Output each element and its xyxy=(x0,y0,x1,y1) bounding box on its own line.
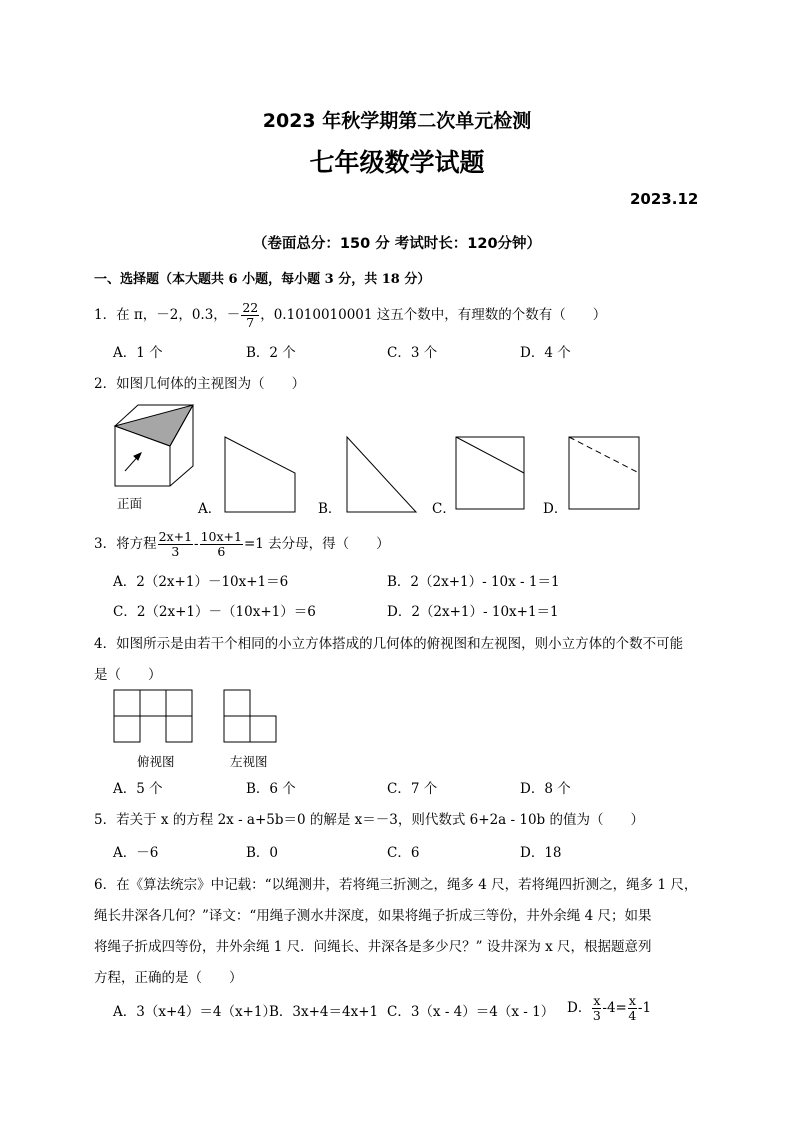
q5-option-d: D．18 xyxy=(520,845,562,861)
q1-text-pre: 1．在 π，－2，0.3，－ xyxy=(94,306,241,323)
q6-option-d-post: -1 xyxy=(637,999,652,1016)
q6-option-b: B．3x+4＝4x+1 xyxy=(269,1004,379,1020)
question-3 xyxy=(94,530,390,559)
q5-option-b: B．0 xyxy=(246,845,279,861)
q2-option-b: B． xyxy=(318,501,342,517)
q4-left-view-figure xyxy=(224,690,276,742)
q3-option-c: C．2（2x+1）－（10x+1）＝6 xyxy=(113,604,316,620)
q3-minus: - xyxy=(194,535,199,552)
q6-option-d-prefix: D． xyxy=(567,999,592,1016)
q6-option-c: C．3（x - 4）＝4（x - 1） xyxy=(387,1004,555,1020)
q3-option-a: A．2（2x+1）－10x+1＝6 xyxy=(113,574,289,590)
q6-d-frac2-numerator: x xyxy=(628,993,636,1008)
q2-option-d: D． xyxy=(543,501,568,517)
section-title: 一、选择题（本大题共 6 小题，每小题 3 分，共 18 分） xyxy=(94,272,431,287)
q2-option-d-figure xyxy=(569,437,639,509)
q3-option-b: B．2（2x+1）- 10x - 1＝1 xyxy=(387,574,560,590)
q5-option-a: A．－6 xyxy=(113,845,159,861)
q3-fraction-1 xyxy=(158,530,193,559)
question-6-line-4: 方程，正确的是（ ） xyxy=(94,970,243,986)
question-2: 2．如图几何体的主视图为（ ） xyxy=(94,376,306,392)
q1-option-c: C．3 个 xyxy=(387,345,438,361)
q6-option-d-fraction-1 xyxy=(592,994,601,1023)
q6-d-frac1-numerator: x xyxy=(593,993,601,1008)
q2-option-b-figure xyxy=(347,437,416,512)
q3-text-post: =1 去分母，得（ ） xyxy=(243,535,390,552)
q4-top-view-label: 俯视图 xyxy=(137,754,175,769)
question-6-line-1: 6．在《算法统宗》中记载：“以绳测井，若将绳三折测之，绳多 4 尺，若将绳四折测之，绳多 1 尺， xyxy=(94,877,698,893)
q4-option-d: D．8 个 xyxy=(520,781,571,797)
q3-frac1-numerator: 2x+1 xyxy=(158,529,193,544)
q4-top-view-figure xyxy=(114,690,192,742)
q4-option-c: C．7 个 xyxy=(387,781,438,797)
q6-d-frac1-denominator: 3 xyxy=(592,1007,601,1023)
exam-title: 2023 年秋学期第二次单元检测 xyxy=(262,110,532,132)
q1-option-d: D．4 个 xyxy=(520,345,571,361)
q2-option-c-figure xyxy=(456,437,524,509)
question-5: 5．若关于 x 的方程 2x - a+5b＝0 的解是 x＝－3，则代数式 6+2a - 10b 的值为（ ） xyxy=(94,812,644,828)
q4-option-a: A．5 个 xyxy=(113,781,163,797)
q2-option-a: A． xyxy=(198,501,222,517)
q2-option-c: C． xyxy=(432,501,456,517)
q6-option-d-mid: -4= xyxy=(602,999,627,1016)
q1-option-a: A．1 个 xyxy=(113,345,163,361)
q5-option-c: C．6 xyxy=(387,845,420,861)
exam-date: 2023.12 xyxy=(630,190,699,208)
q2-front-label: 正面 xyxy=(117,496,143,511)
q4-option-b: B．6 个 xyxy=(246,781,296,797)
q3-frac2-numerator: 10x+1 xyxy=(200,529,242,544)
question-6-line-2: 绳长井深各几何？”译文：“用绳子测水井深度，如果将绳子折成三等份，井外余绳 4 尺；如果 xyxy=(94,908,652,924)
q6-option-d-fraction-2 xyxy=(628,994,637,1023)
q3-frac1-denominator: 3 xyxy=(171,543,180,559)
q1-option-b: B．2 个 xyxy=(246,345,296,361)
q3-text-pre: 3．将方程 xyxy=(94,535,157,552)
q1-frac-denominator: 7 xyxy=(246,314,255,330)
q3-fraction-2 xyxy=(200,530,243,559)
q3-option-d: D．2（2x+1）- 10x+1＝1 xyxy=(387,604,559,620)
exam-subtitle: 七年级数学试题 xyxy=(309,148,485,177)
question-4-line-2: 是（ ） xyxy=(94,667,162,683)
q1-text-post: ，0.1010010001 这五个数中，有理数的个数有（ ） xyxy=(260,306,607,323)
q4-left-view-label: 左视图 xyxy=(230,754,268,769)
q2-cube-figure xyxy=(115,405,193,486)
q3-frac2-denominator: 6 xyxy=(217,543,226,559)
q1-frac-numerator: 22 xyxy=(242,300,259,315)
q6-d-frac2-denominator: 4 xyxy=(628,1007,637,1023)
q2-option-a-figure xyxy=(225,437,295,512)
q6-option-a: A．3（x+4）＝4（x+1） xyxy=(113,1004,276,1020)
exam-info: （卷面总分：150 分 考试时长：120分钟） xyxy=(252,236,542,252)
q6-option-d xyxy=(567,994,651,1023)
question-6-line-3: 将绳子折成四等份，井外余绳 1 尺．问绳长、井深各是多少尺？” 设井深为 x 尺，根据题意列 xyxy=(94,939,652,955)
question-4-line-1: 4．如图所示是由若干个相同的小立方体搭成的几何体的俯视图和左视图，则小立方体的个数不可能 xyxy=(94,636,684,652)
